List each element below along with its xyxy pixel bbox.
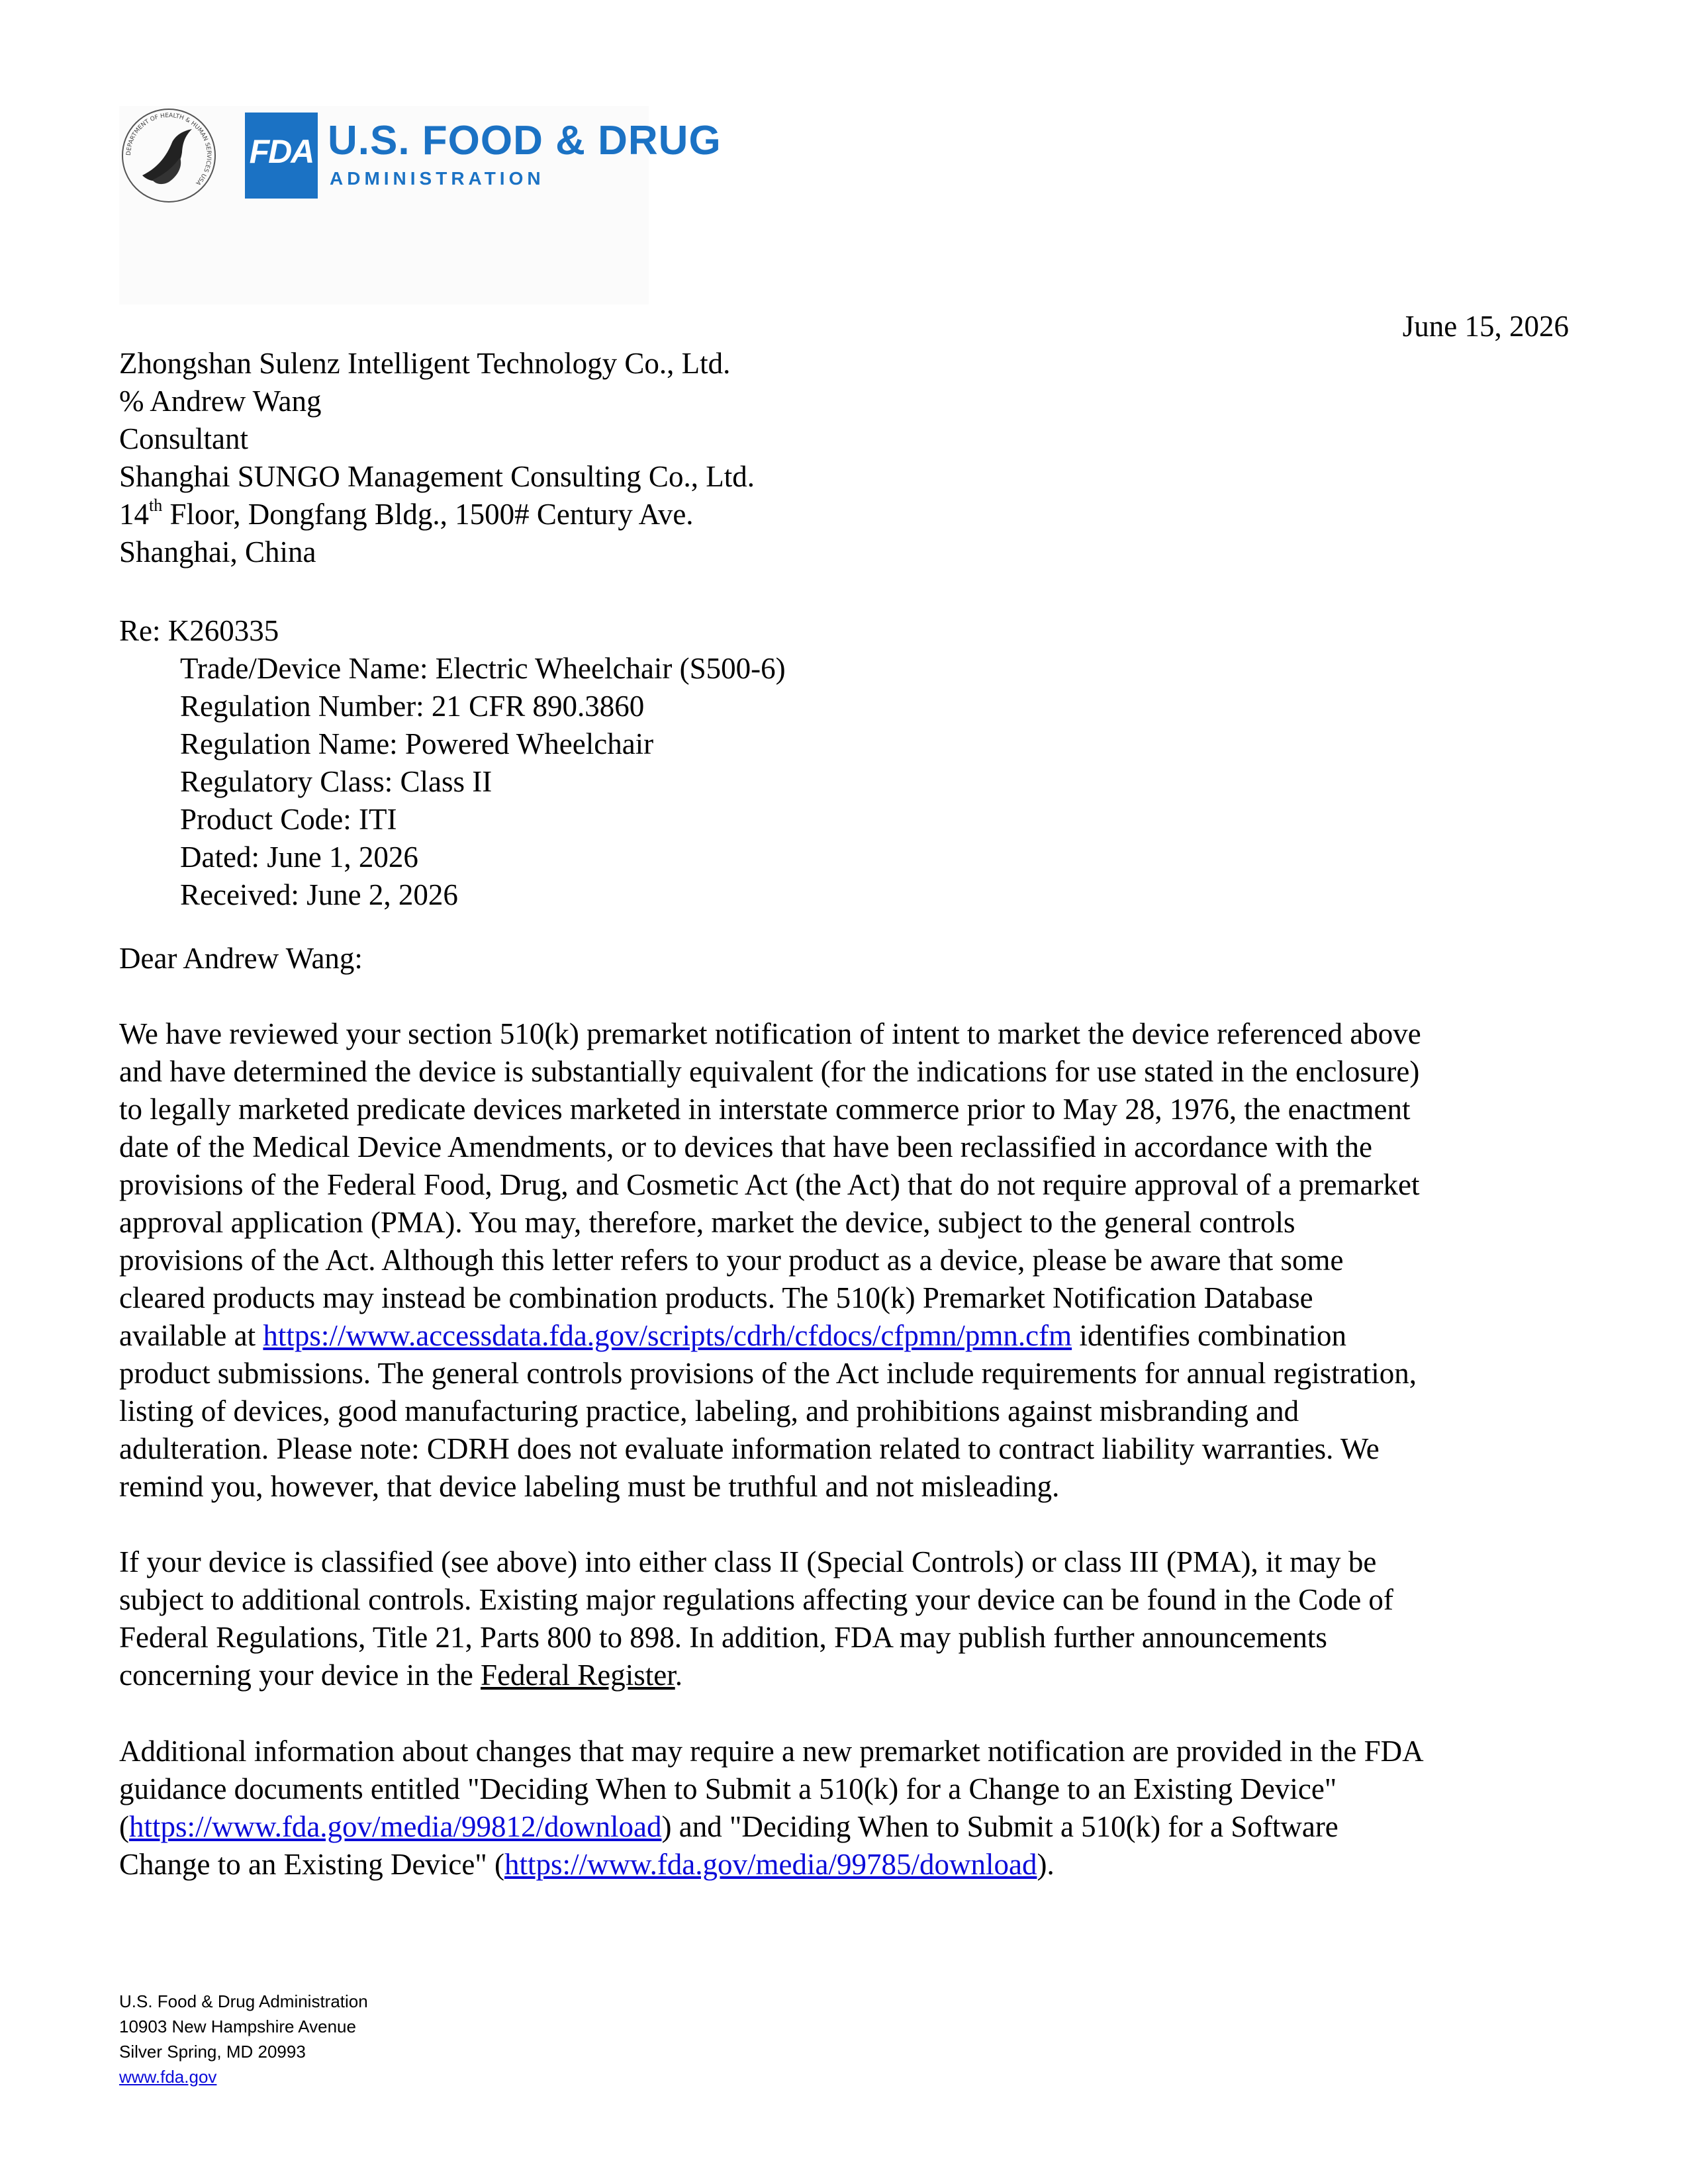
recipient-street	[119, 496, 1572, 533]
re-dated: Dated: June 1, 2026	[180, 841, 418, 874]
recipient-firm: Shanghai SUNGO Management Consulting Co., Ltd.	[119, 460, 755, 493]
pmn-database-link[interactable]: https://www.accessdata.fda.gov/scripts/cdrh/cfdocs/cfpmn/pmn.cfm	[263, 1319, 1072, 1352]
para-line: approval application (PMA). You may, therefore, market the device, subject to the general controls	[119, 1206, 1295, 1239]
para-line	[119, 1317, 1572, 1355]
para-line: guidance documents entitled "Deciding When to Submit a 510(k) for a Change to an Existing Device"	[119, 1772, 1337, 1805]
text-run: concerning your device in the	[119, 1659, 481, 1692]
fda-logo-text: FDA	[249, 133, 314, 170]
recipient-company: Zhongshan Sulenz Intelligent Technology Co., Ltd.	[119, 347, 731, 380]
salutation: Dear Andrew Wang:	[119, 942, 363, 975]
para-line: cleared products may instead be combination products. The 510(k) Premarket Notification Database	[119, 1281, 1313, 1314]
svg-text:DEPARTMENT OF HEALTH & HUMAN S: DEPARTMENT OF HEALTH & HUMAN SERVICES USA	[125, 112, 212, 187]
recipient-title: Consultant	[119, 422, 249, 455]
text-run: identifies combination	[1072, 1319, 1347, 1352]
text-run: available at	[119, 1319, 263, 1352]
letter-date: June 15, 2026	[1402, 310, 1569, 343]
para-line: adulteration. Please note: CDRH does not evaluate information related to contract liability warranties. We	[119, 1432, 1380, 1465]
text-run: ) and "Deciding When to Submit a 510(k) for a Software	[661, 1810, 1338, 1843]
para-line: subject to additional controls. Existing major regulations affecting your device can be found in the Code of	[119, 1583, 1393, 1616]
para-line: listing of devices, good manufacturing practice, labeling, and prohibitions against misbranding and	[119, 1394, 1299, 1428]
para-line	[119, 1808, 1572, 1846]
para-line: to legally marketed predicate devices marketed in interstate commerce prior to May 28, 1976, the enactment	[119, 1093, 1411, 1126]
re-number: Re: K260335	[119, 614, 279, 647]
fda-logo-box	[245, 113, 318, 199]
para-line: remind you, however, that device labeling must be truthful and not misleading.	[119, 1470, 1060, 1503]
paragraph-controls	[119, 1543, 1572, 1694]
footer-website-link[interactable]: www.fda.gov	[119, 2067, 217, 2087]
para-line: provisions of the Act. Although this letter refers to your product as a device, please be aware that some	[119, 1244, 1344, 1277]
re-trade-name: Trade/Device Name: Electric Wheelchair (S500-6)	[180, 652, 786, 685]
re-regulation-name: Regulation Name: Powered Wheelchair	[180, 727, 654, 760]
letterhead	[119, 106, 722, 304]
footer-org: U.S. Food & Drug Administration	[119, 1991, 368, 2011]
agency-sub: ADMINISTRATION	[330, 168, 545, 189]
text-run: ).	[1037, 1848, 1055, 1881]
footer-city: Silver Spring, MD 20993	[119, 2042, 306, 2062]
paragraph-guidance	[119, 1733, 1572, 1884]
re-regulatory-class: Regulatory Class: Class II	[180, 765, 492, 798]
recipient-city: Shanghai, China	[119, 535, 316, 569]
paragraph-clearance	[119, 1015, 1572, 1506]
hhs-seal-icon	[119, 106, 218, 205]
text-run: Change to an Existing Device" (	[119, 1848, 504, 1881]
footer-address	[119, 1989, 368, 2089]
para-line: provisions of the Federal Food, Drug, and Cosmetic Act (the Act) that do not require approval of a premarket	[119, 1168, 1420, 1201]
para-line: We have reviewed your section 510(k) premarket notification of intent to market the device referenced above	[119, 1017, 1421, 1050]
re-product-code: Product Code: ITI	[180, 803, 397, 836]
para-line: Federal Regulations, Title 21, Parts 800 to 898. In addition, FDA may publish further announcements	[119, 1621, 1327, 1654]
footer-street: 10903 New Hampshire Avenue	[119, 2017, 356, 2036]
federal-register-reference: Federal Register	[481, 1659, 675, 1692]
para-line: date of the Medical Device Amendments, or to devices that have been reclassified in accordance with the	[119, 1130, 1372, 1163]
para-line: and have determined the device is substantially equivalent (for the indications for use stated in the enclosure)	[119, 1055, 1420, 1088]
para-line: product submissions. The general controls provisions of the Act include requirements for annual registration,	[119, 1357, 1417, 1390]
para-line	[119, 1846, 1572, 1884]
text-run: (	[119, 1810, 129, 1843]
guidance-link-software[interactable]: https://www.fda.gov/media/99785/download	[504, 1848, 1037, 1881]
recipient-attention: % Andrew Wang	[119, 385, 322, 418]
street-rest: Floor, Dongfang Bldg., 1500# Century Ave.	[162, 498, 694, 531]
para-line: Additional information about changes that may require a new premarket notification are provided in the FDA	[119, 1735, 1424, 1768]
agency-name: U.S. FOOD & DRUG	[328, 118, 722, 163]
re-regulation-number: Regulation Number: 21 CFR 890.3860	[180, 690, 645, 723]
street-ordinal: th	[149, 496, 163, 515]
re-received: Received: June 2, 2026	[180, 878, 458, 911]
para-line: If your device is classified (see above) into either class II (Special Controls) or class III (PMA), it may be	[119, 1545, 1377, 1578]
guidance-link-device[interactable]: https://www.fda.gov/media/99812/download	[129, 1810, 662, 1843]
text-run: .	[675, 1659, 682, 1692]
para-line	[119, 1657, 1572, 1694]
address-block	[119, 345, 1572, 571]
re-block	[119, 612, 1572, 914]
street-number: 14	[119, 498, 149, 531]
